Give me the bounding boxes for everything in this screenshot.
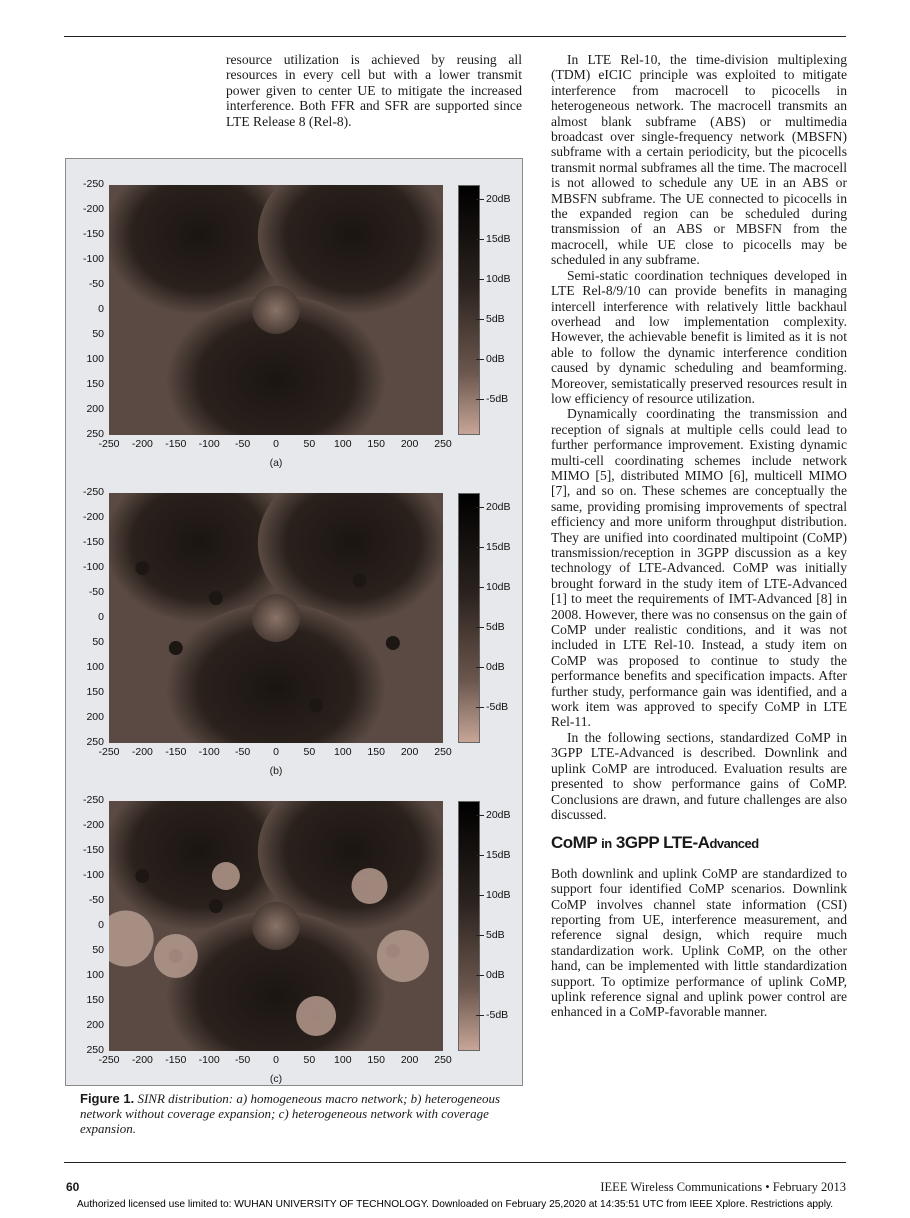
x-tick-label: 200: [400, 1054, 419, 1066]
x-tick-label: 0: [273, 438, 279, 450]
x-tick-label: 200: [400, 746, 419, 758]
y-tick-label: -200: [82, 819, 104, 831]
x-tick-label: -50: [235, 438, 251, 450]
x-tick-label: -200: [131, 1054, 153, 1066]
y-tick-label: 200: [86, 403, 104, 415]
colorbar-tick: [476, 627, 484, 628]
y-tick-label: -250: [82, 486, 104, 498]
x-tick-label: 150: [367, 746, 385, 758]
y-tick-label: 150: [86, 378, 104, 390]
y-tick-label: 250: [86, 1044, 104, 1056]
x-tick-label: -150: [165, 1054, 187, 1066]
x-tick-label: 100: [334, 746, 352, 758]
sinr-map: [109, 493, 443, 743]
y-tick-label: -100: [82, 253, 104, 265]
colorbar-label: 5dB: [486, 929, 505, 941]
journal-footer: IEEE Wireless Communications • February 2013: [600, 1180, 846, 1194]
panel-label: (a): [269, 457, 283, 469]
colorbar-tick: [476, 359, 484, 360]
y-tick-label: 150: [86, 686, 104, 698]
x-tick-label: -50: [235, 746, 251, 758]
figure-1: [65, 158, 523, 1086]
colorbar-label: 10dB: [486, 581, 511, 593]
x-tick-label: -250: [98, 438, 120, 450]
y-tick-label: -200: [82, 203, 104, 215]
colorbar-tick: [476, 855, 484, 856]
colorbar-tick: [476, 507, 484, 508]
colorbar-tick: [476, 707, 484, 708]
y-tick-label: -150: [82, 228, 104, 240]
y-tick-label: 100: [86, 353, 104, 365]
y-tick-label: 100: [86, 661, 104, 673]
x-tick-label: 250: [434, 746, 452, 758]
colorbar-tick: [476, 815, 484, 816]
paragraph-1: In LTE Rel-10, the time-division multiplexing (TDM) eICIC principle was exploited to mitigate interference from macrocell to picocells in heterogeneous network. The macrocell transmits an almost blank subframe (ABS) or multimedia broadcast over single-frequency network (MBSFN) subframe with a certain periodicity, but the picocells transmit normal subframes all the time. The macrocell is not allowed to schedule any UE in an ABS or MBSFN subframe. The UE connected to picocells in the expanded region can be scheduled during transmission of an ABS or MBSFN from the macrocell, while UE close to picocells may be scheduled in any subframe.: [551, 52, 847, 268]
colorbar-label: 10dB: [486, 889, 511, 901]
colorbar-label: 0dB: [486, 353, 505, 365]
y-tick-label: -100: [82, 561, 104, 573]
plot-area: [109, 493, 443, 743]
section-heading: CoMP in 3GPP LTE-Advanced: [551, 833, 759, 853]
panel-2: [66, 787, 524, 1093]
y-tick-label: 200: [86, 711, 104, 723]
x-tick-label: 250: [434, 1054, 452, 1066]
colorbar-label: -5dB: [486, 393, 509, 405]
x-tick-label: -200: [131, 746, 153, 758]
x-tick-label: -200: [131, 438, 153, 450]
bottom-rule: [64, 1162, 846, 1163]
x-tick-label: 150: [367, 438, 385, 450]
y-tick-label: 50: [92, 328, 104, 340]
colorbar-label: 0dB: [486, 969, 505, 981]
x-tick-label: 200: [400, 438, 419, 450]
x-tick-label: 100: [334, 1054, 352, 1066]
sinr-map: [109, 801, 443, 1051]
figure-caption: [80, 1091, 520, 1136]
panel-1: [66, 479, 524, 785]
license-notice: Authorized licensed use limited to: WUHAN UNIVERSITY OF TECHNOLOGY. Downloaded on February 25,2020 at 14:35:51 UTC from IEEE Xplore. Restrictions apply.: [76, 1199, 834, 1210]
left-paragraph: resource utilization is achieved by reusing all resources in every cell but with a lower transmit power given to center UE to mitigate the increased interference. Both FFR and SFR are supported since LTE Release 8 (Rel-8).: [226, 52, 522, 129]
colorbar-label: 20dB: [486, 809, 511, 821]
y-tick-label: 250: [86, 428, 104, 440]
section-paragraph: Both downlink and uplink CoMP are standardized to support four identified CoMP scenarios. Downlink CoMP involves channel state information (CSI) reporting from UE, interference measurement, and reference signal design, which require much standardization work. Uplink CoMP, on the other hand, can be implemented with little standardization support. To optimize performance of uplink CoMP, uplink reference signal and uplink power control are enhanced in a CoMP-favorable manner.: [551, 865, 847, 1020]
page-number: 60: [66, 1180, 80, 1194]
colorbar-tick: [476, 1015, 484, 1016]
paragraph-4: In the following sections, standardized CoMP in 3GPP LTE-Advanced is described. Downlink and uplink CoMP are introduced. Evaluation results are presented to show performance gains of CoMP. Conclusions are drawn, and future challenges are also discussed.: [551, 729, 847, 822]
y-tick-label: -50: [88, 894, 104, 906]
y-tick-label: 200: [86, 1019, 104, 1031]
colorbar-tick: [476, 199, 484, 200]
x-tick-label: -100: [198, 1054, 220, 1066]
y-tick-label: 250: [86, 736, 104, 748]
colorbar-label: -5dB: [486, 1009, 509, 1021]
y-tick-label: 0: [98, 611, 104, 623]
x-tick-label: -50: [235, 1054, 251, 1066]
x-tick-label: 50: [303, 746, 316, 758]
y-tick-label: -150: [82, 844, 104, 856]
y-tick-label: -250: [82, 794, 104, 806]
paragraph-3: Dynamically coordinating the transmission and reception of signals at multiple cells could lead to further performance improvement. Existing dynamic multi-cell coordinating schemes include network MIMO [5], distributed MIMO [6], multicell MIMO [7], and so on. These schemes are conceptually the same, providing promising improvements of spectral efficiency and more uniform throughput distribution. They are unified into coordinated multipoint (CoMP) transmission/reception in 3GPP discussion as a key technology of LTE-Advanced. CoMP was initially brought forward in the study item of LTE-Advanced [1] to meet the requirements of IMT-Advanced [8] in 2008. However, there was no consensus on the gain of CoMP under realistic conditions, and it was not included in LTE Rel-10. Instead, a study item on CoMP was proposed to continue to study the performance benefits and specification impacts. After further study, performance gain was identified, and a work item was approved to specify CoMP in LTE Rel-11.: [551, 406, 847, 730]
paragraph-2: Semi-static coordination techniques developed in LTE Rel-8/9/10 can provide benefits in managing intercell interference with relatively little backhaul overhead and low implementation complexity. However, the achievable benefit is limited as it is not able to follow the dynamic interference condition caused by dynamic scheduling and beamforming. Moreover, semistatically preserved resources result in low efficiency of resource utilization.: [551, 267, 847, 406]
colorbar-label: 5dB: [486, 621, 505, 633]
panel-label: (b): [269, 765, 283, 777]
colorbar: [458, 185, 480, 435]
y-tick-label: 0: [98, 919, 104, 931]
caption-label: Figure 1.: [80, 1091, 135, 1106]
y-tick-label: 50: [92, 636, 104, 648]
colorbar-label: 5dB: [486, 313, 505, 325]
x-tick-label: -150: [165, 438, 187, 450]
colorbar-label: 15dB: [486, 233, 511, 245]
colorbar-tick: [476, 399, 484, 400]
colorbar-label: 20dB: [486, 193, 511, 205]
colorbar-tick: [476, 239, 484, 240]
x-tick-label: -250: [98, 746, 120, 758]
colorbar-label: 20dB: [486, 501, 511, 513]
colorbar-label: -5dB: [486, 701, 509, 713]
colorbar-tick: [476, 279, 484, 280]
y-tick-label: -50: [88, 586, 104, 598]
x-tick-label: -100: [198, 438, 220, 450]
colorbar-tick: [476, 935, 484, 936]
right-column-text: [551, 52, 847, 1020]
x-tick-label: 150: [367, 1054, 385, 1066]
colorbar-tick: [476, 547, 484, 548]
x-tick-label: 50: [303, 1054, 316, 1066]
y-tick-label: -50: [88, 278, 104, 290]
colorbar: [458, 801, 480, 1051]
left-column-text: [226, 52, 522, 129]
x-tick-label: -100: [198, 746, 220, 758]
y-tick-label: -150: [82, 536, 104, 548]
y-tick-label: 50: [92, 944, 104, 956]
x-tick-label: 0: [273, 746, 279, 758]
x-tick-label: 50: [303, 438, 316, 450]
panel-0: [66, 171, 524, 477]
colorbar: [458, 493, 480, 743]
colorbar-tick: [476, 667, 484, 668]
caption-text: SINR distribution: a) homogeneous macro network; b) heterogeneous network without coverage expansion; c) heterogeneous network with coverage expansion.: [80, 1091, 501, 1136]
panel-label: (c): [269, 1073, 283, 1085]
y-tick-label: 150: [86, 994, 104, 1006]
colorbar-tick: [476, 975, 484, 976]
x-tick-label: 250: [434, 438, 452, 450]
colorbar-label: 15dB: [486, 541, 511, 553]
y-tick-label: -250: [82, 178, 104, 190]
x-tick-label: 0: [273, 1054, 279, 1066]
y-tick-label: 100: [86, 969, 104, 981]
y-tick-label: 0: [98, 303, 104, 315]
x-tick-label: -150: [165, 746, 187, 758]
colorbar-label: 0dB: [486, 661, 505, 673]
colorbar-label: 15dB: [486, 849, 511, 861]
colorbar-tick: [476, 319, 484, 320]
x-tick-label: 100: [334, 438, 352, 450]
sinr-map: [109, 185, 443, 435]
x-tick-label: -250: [98, 1054, 120, 1066]
y-tick-label: -200: [82, 511, 104, 523]
colorbar-label: 10dB: [486, 273, 511, 285]
colorbar-tick: [476, 895, 484, 896]
plot-area: [109, 801, 443, 1051]
y-tick-label: -100: [82, 869, 104, 881]
colorbar-tick: [476, 587, 484, 588]
plot-area: [109, 185, 443, 435]
top-rule: [64, 36, 846, 37]
